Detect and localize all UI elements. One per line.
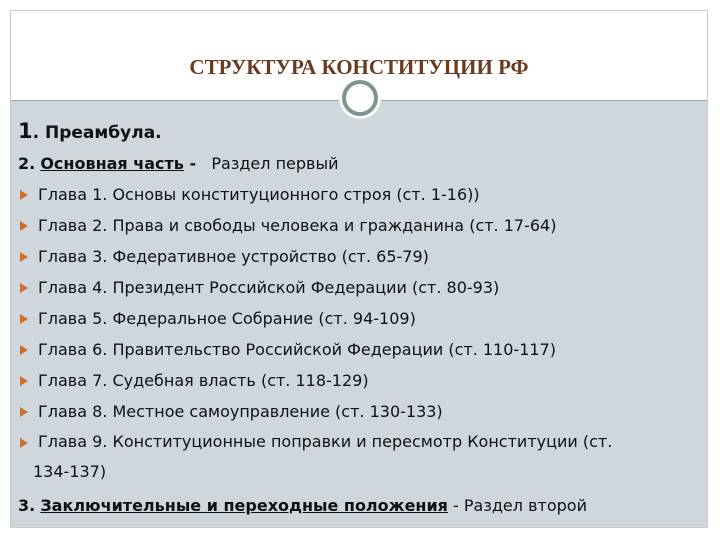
chapter-text: Глава 4. Президент Российской Федерации (ст. 80-93) (38, 278, 500, 297)
chapter-item (18, 210, 698, 241)
chapter-item (18, 365, 698, 396)
chapter-text: Глава 7. Судебная власть (ст. 118-129) (38, 371, 369, 390)
chapter-text: Глава 2. Права и свободы человека и гражданина (ст. 17-64) (38, 216, 557, 235)
preamble-number: 1 (18, 119, 33, 143)
preamble-line (18, 116, 698, 149)
chapter-item (18, 303, 698, 334)
chapter-text: Глава 9. Конституционные поправки и пересмотр Конституции (ст. (38, 432, 613, 451)
bullet-arrow-icon (20, 252, 28, 262)
bullet-arrow-icon (20, 345, 28, 355)
bullet-arrow-icon (20, 376, 28, 386)
bullet-arrow-icon (20, 407, 28, 417)
final-part-separator: - (447, 496, 464, 515)
slide-title: СТРУКТУРА КОНСТИТУЦИИ РФ (189, 55, 529, 79)
chapter-item (18, 427, 698, 487)
final-part-line (18, 491, 698, 521)
content-list (18, 116, 698, 521)
final-part-label: Заключительные и переходные положения (40, 496, 448, 515)
final-part-number: 3. (18, 496, 36, 515)
bullet-arrow-icon (20, 221, 28, 231)
chapter-text: Глава 8. Местное самоуправление (ст. 130-133) (38, 402, 443, 421)
bullet-arrow-icon (20, 438, 28, 448)
chapter-text: Глава 1. Основы конституционного строя (ст. 1-16)) (38, 185, 480, 204)
final-part-section: Раздел второй (463, 496, 587, 515)
main-part-section: Раздел первый (211, 154, 339, 173)
bullet-arrow-icon (20, 314, 28, 324)
bullet-arrow-icon (20, 283, 28, 293)
chapter-item (18, 241, 698, 272)
chapter-item (18, 396, 698, 427)
chapter-text-continued: 134-137) (33, 462, 107, 481)
chapter-text: Глава 3. Федеративное устройство (ст. 65-79) (38, 247, 429, 266)
bullet-arrow-icon (20, 190, 28, 200)
main-part-separator: - (183, 154, 197, 173)
chapter-text: Глава 5. Федеральное Собрание (ст. 94-109) (38, 309, 416, 328)
main-part-number: 2. (18, 154, 36, 173)
main-part-line (18, 149, 698, 179)
chapter-item (18, 179, 698, 210)
main-part-label: Основная часть (40, 154, 184, 173)
chapter-text: Глава 6. Правительство Российской Федерации (ст. 110-117) (38, 340, 556, 359)
preamble-label: . Преамбула. (32, 123, 162, 143)
chapter-item (18, 272, 698, 303)
chapter-item (18, 334, 698, 365)
